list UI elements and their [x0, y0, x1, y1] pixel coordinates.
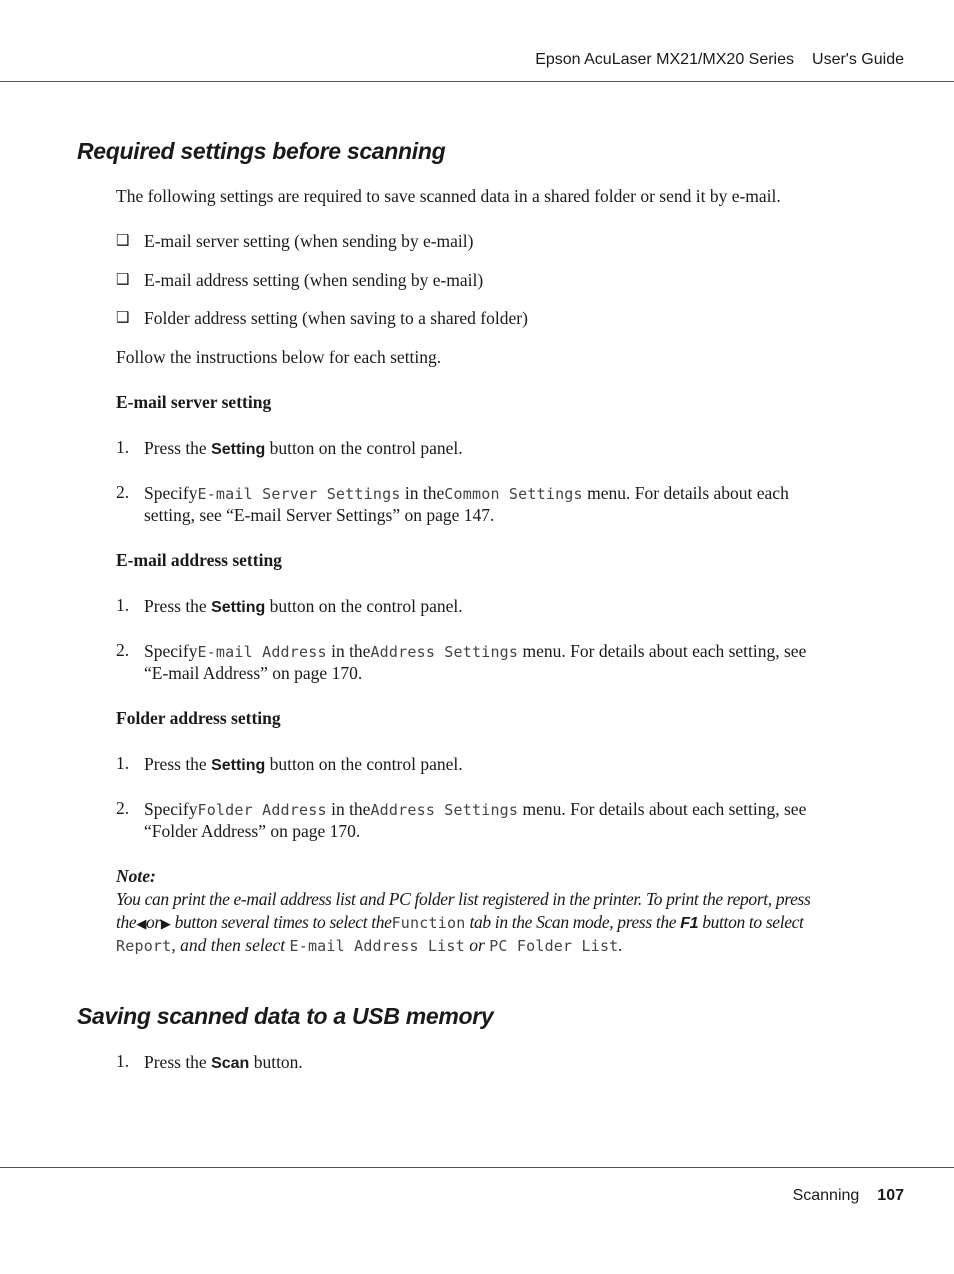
menu-common-settings: Common Settings — [444, 485, 583, 503]
checkbox-icon: ❑ — [116, 270, 130, 288]
step-text: in the — [331, 799, 371, 819]
running-footer — [793, 1187, 904, 1205]
subheading-folder-address: Folder address setting — [116, 708, 281, 728]
step-text: Specify — [144, 641, 198, 661]
section-title-required-settings: Required settings before scanning — [77, 138, 446, 164]
tab-function: Function — [391, 914, 466, 932]
scan-button-name: Scan — [211, 1055, 250, 1072]
setting-button-name: Setting — [211, 599, 266, 616]
running-header — [535, 51, 904, 69]
checklist-item-email-server: E-mail server setting (when sending by e-mail) — [144, 231, 474, 251]
folder-address-step-2 — [144, 798, 806, 821]
menu-report: Report — [116, 937, 172, 955]
email-server-step-1 — [144, 437, 463, 461]
checklist-item-folder-address: Folder address setting (when saving to a shared folder) — [144, 308, 528, 328]
email-address-step-2 — [144, 640, 806, 663]
guide-name: User's Guide — [812, 51, 904, 68]
left-arrow-icon: ◀ — [136, 917, 146, 932]
note-label: Note: — [116, 866, 156, 886]
step-text: Press the — [144, 754, 207, 774]
checkbox-icon: ❑ — [116, 231, 130, 249]
step-text: Press the — [144, 1052, 207, 1072]
step-text: Specify — [144, 483, 198, 503]
menu-item-email-address: E-mail Address — [197, 643, 327, 661]
setting-button-name: Setting — [211, 757, 266, 774]
note-line-3 — [116, 934, 623, 958]
note-text: button to select — [702, 912, 804, 932]
menu-address-settings: Address Settings — [370, 801, 519, 819]
step-number: 1. — [116, 753, 130, 773]
page-header — [0, 0, 954, 82]
follow-instructions: Follow the instructions below for each setting. — [116, 347, 442, 367]
folder-address-step-1 — [144, 753, 463, 777]
step-text: in the — [404, 483, 445, 503]
subheading-email-address: E-mail address setting — [116, 550, 282, 570]
menu-pc-folder-list: PC Folder List — [489, 937, 619, 955]
menu-item-email-server-settings: E-mail Server Settings — [197, 485, 401, 503]
step-text: Press the — [144, 438, 207, 458]
f1-key: F1 — [680, 915, 699, 932]
note-text: or — [146, 912, 161, 932]
note-text: the — [116, 912, 137, 932]
step-text: in the — [331, 641, 371, 661]
step-text: button on the control panel. — [269, 754, 463, 774]
product-name: Epson AcuLaser MX21/MX20 Series — [535, 51, 795, 68]
menu-email-address-list: E-mail Address List — [289, 937, 465, 955]
step-text: menu. For details about each setting, see — [522, 799, 807, 819]
menu-item-folder-address: Folder Address — [197, 801, 327, 819]
checklist-item-email-address: E-mail address setting (when sending by e-mail) — [144, 270, 484, 290]
note-line-1: You can print the e-mail address list and PC folder list registered in the printer. To print the report, press — [116, 889, 811, 909]
step-number: 1. — [116, 1051, 130, 1071]
intro-paragraph: The following settings are required to save scanned data in a shared folder or send it by e-mail. — [116, 186, 781, 206]
step-number: 2. — [116, 482, 130, 502]
step-text: menu. For details about each — [587, 483, 789, 503]
step-text: menu. For details about each setting, see — [522, 641, 807, 661]
email-server-step-2 — [144, 482, 789, 505]
checkbox-icon: ❑ — [116, 308, 130, 326]
note-text: or — [469, 935, 485, 955]
right-arrow-icon: ▶ — [160, 917, 171, 932]
step-number: 1. — [116, 595, 130, 615]
usb-step-1 — [144, 1051, 303, 1075]
subheading-email-server: E-mail server setting — [116, 392, 272, 412]
step-text: Specify — [144, 799, 198, 819]
page-number: 107 — [877, 1187, 904, 1204]
email-address-step-2-line2: “E-mail Address” on page 170. — [144, 663, 363, 683]
email-address-step-1 — [144, 595, 463, 619]
setting-button-name: Setting — [211, 441, 266, 458]
note-text: , and then select — [171, 935, 286, 955]
step-text: button on the control panel. — [269, 596, 463, 616]
note-text: . — [618, 935, 623, 955]
note-line-2 — [116, 911, 804, 936]
step-text: button on the control panel. — [269, 438, 463, 458]
step-number: 1. — [116, 437, 130, 457]
step-text: button. — [253, 1052, 303, 1072]
page-footer — [0, 1167, 954, 1168]
note-text: tab in the Scan mode, press the — [469, 912, 677, 932]
step-text: Press the — [144, 596, 207, 616]
step-number: 2. — [116, 640, 130, 660]
section-title-saving-to-usb: Saving scanned data to a USB memory — [77, 1003, 494, 1029]
menu-address-settings: Address Settings — [370, 643, 519, 661]
step-number: 2. — [116, 798, 130, 818]
note-text: button several times to select the — [174, 912, 392, 932]
folder-address-step-2-line2: “Folder Address” on page 170. — [144, 821, 361, 841]
chapter-name: Scanning — [792, 1187, 860, 1204]
email-server-step-2-line2: setting, see “E-mail Server Settings” on page 147. — [144, 505, 495, 525]
